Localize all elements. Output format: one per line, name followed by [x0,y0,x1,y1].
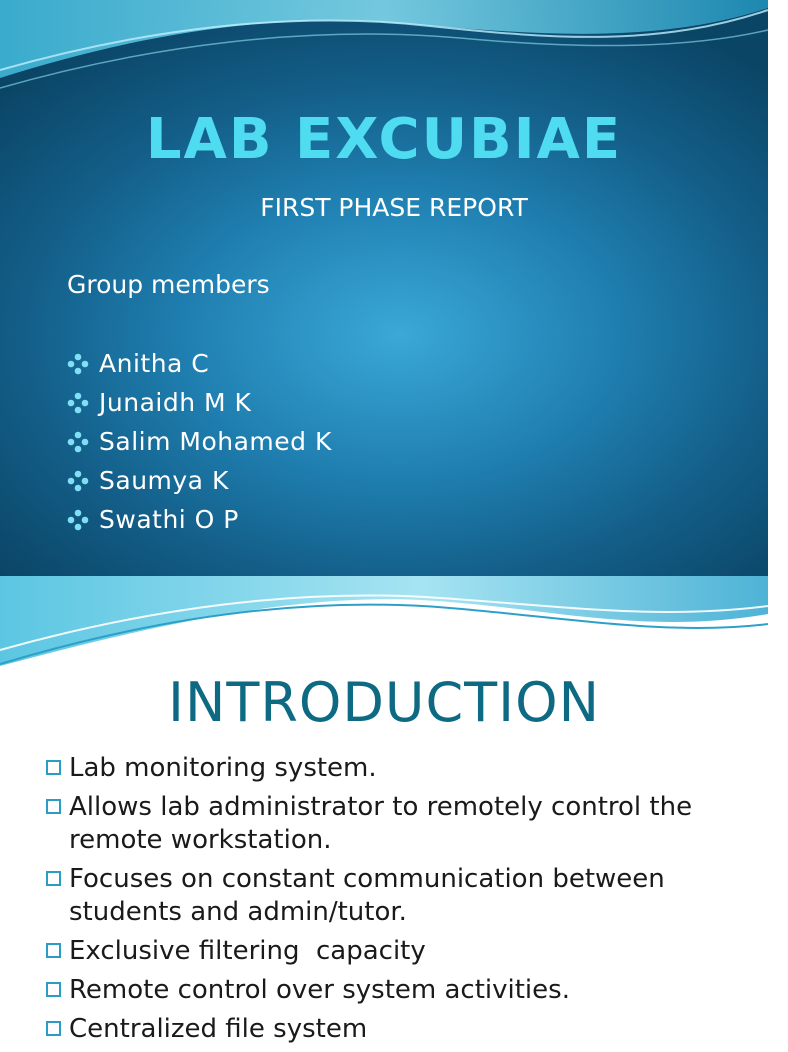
square-box-icon [46,982,61,997]
intro-bullet-list [46,752,746,1052]
slide-subtitle: FIRST PHASE REPORT [260,193,528,222]
diamond-dot-icon [66,469,90,493]
bullet-text: Lab monitoring system. [69,753,377,783]
diamond-dot-icon [66,508,90,532]
list-item [46,935,746,968]
list-item [46,791,746,857]
diamond-dot-icon [66,430,90,454]
member-name: Anitha C [99,349,210,378]
member-name: Salim Mohamed K [99,427,332,456]
slide-title: LAB EXCUBIAE [145,107,623,172]
introduction-slide [0,576,768,1044]
bullet-text: Focuses on constant communication between students and admin/tutor. [69,864,665,927]
list-item [46,752,746,785]
member-name: Junaidh M K [99,388,252,417]
list-item [46,974,746,1007]
list-item [66,500,332,539]
square-box-icon [46,871,61,886]
top-wave-decoration [0,576,768,668]
square-box-icon [46,1021,61,1036]
bullet-text: Exclusive filtering capacity [69,936,426,966]
members-list [66,344,332,539]
diamond-dot-icon [66,391,90,415]
top-wave-decoration [0,0,768,90]
bullet-text: Remote control over system activities. [69,975,570,1005]
member-name: Saumya K [99,466,229,495]
member-name: Swathi O P [99,505,239,534]
list-item [46,1013,746,1046]
square-box-icon [46,943,61,958]
diamond-dot-icon [66,352,90,376]
list-item [66,383,332,422]
square-box-icon [46,799,61,814]
list-item [66,422,332,461]
slide-title: INTRODUCTION [168,671,600,734]
list-item [66,461,332,500]
list-item [66,344,332,383]
square-box-icon [46,760,61,775]
bullet-text: Allows lab administrator to remotely control the remote workstation. [69,792,693,855]
bullet-text: Centralized file system [69,1014,368,1044]
group-members-label: Group members [67,270,270,299]
list-item [46,863,746,929]
